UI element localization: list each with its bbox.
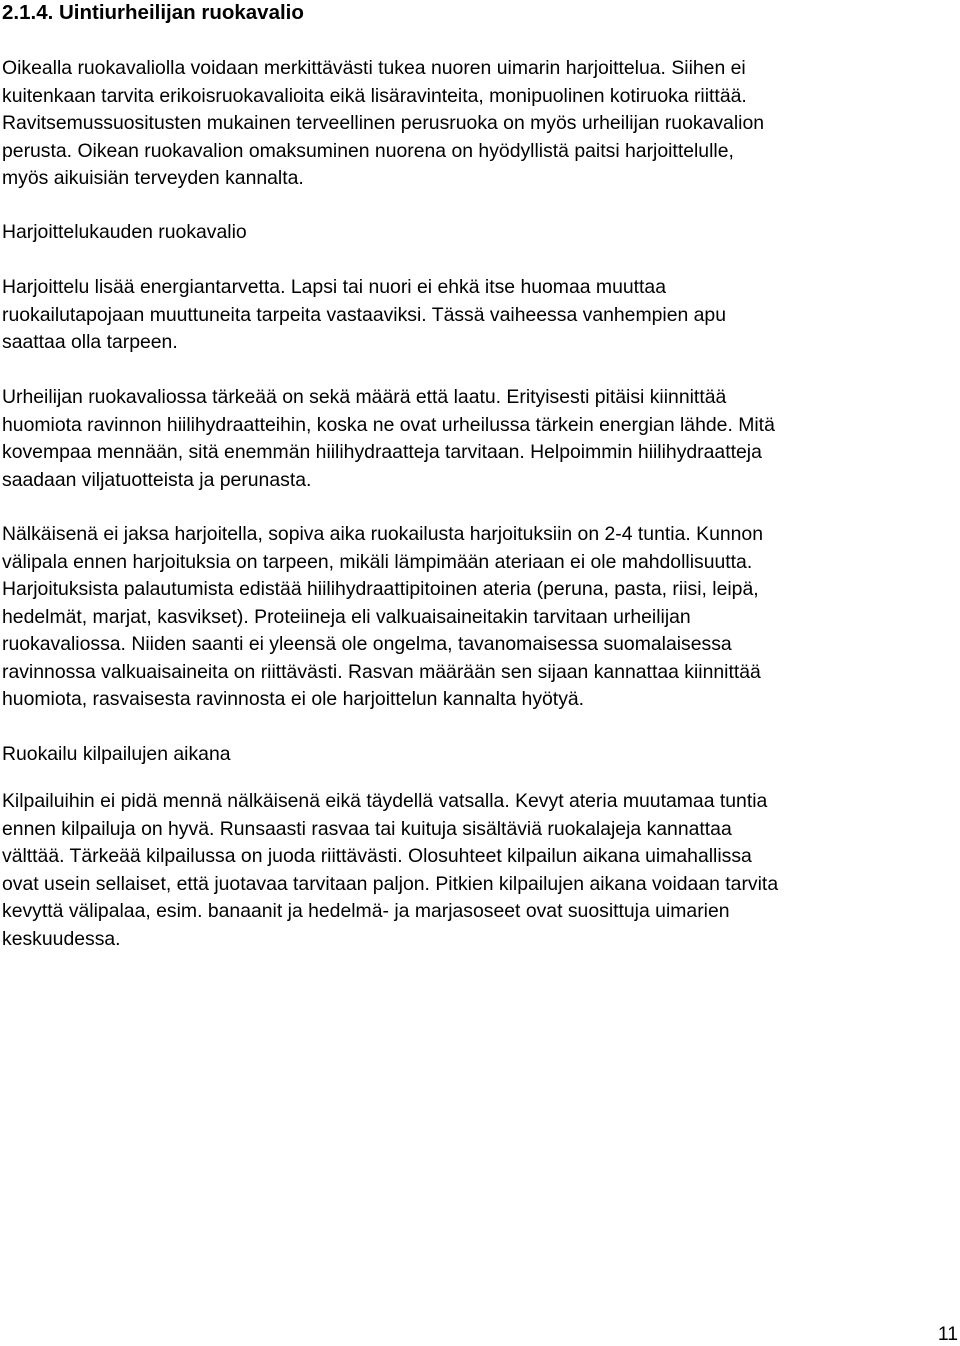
intro-paragraph: Oikealla ruokavaliolla voidaan merkittävästi tukea nuoren uimarin harjoittelua. Siihen ei kuitenkaan tarvita erikoisruokavalioita eikä lisäravinteita, monipuolinen kotiruoka riittää. Ravitsemussuositusten mukainen terveellinen perusruoka on myös urheilijan ruokavalion perusta. Oikean ruokavalion omaksuminen nuorena on hyödyllistä paitsi harjoittelulle, myös aikuisiän terveyden kannalta. — [2, 57, 765, 189]
training-paragraph-energy: Harjoittelu lisää energiantarvetta. Lapsi tai nuori ei ehkä itse huomaa muuttaa ruokailutapojaan muuttuneita tarpeita vastaaviksi. Tässä vaiheessa vanhempien apu saattaa olla tarpeen. — [2, 276, 727, 353]
subheading-training-season: Harjoittelukauden ruokavalio — [2, 221, 247, 243]
subheading-competition-meals: Ruokailu kilpailujen aikana — [2, 743, 231, 765]
section-title: 2.1.4. Uintiurheilijan ruokavalio — [2, 1, 304, 24]
page-number: 11 — [937, 1323, 958, 1345]
training-paragraph-carbohydrates: Urheilijan ruokavaliossa tärkeää on sekä määrä että laatu. Erityisesti pitäisi kiinnittää huomiota ravinnon hiilihydraatteihin, koska ne ovat urheilussa tärkein energian lähde. Mitä kovempaa mennään, sitä enemmän hiilihydraatteja tarvitaan. Helpoimmin hiilihydraatteja saadaan viljatuotteista ja perunasta. — [2, 386, 775, 491]
training-paragraph-meal-timing: Nälkäisenä ei jaksa harjoitella, sopiva aika ruokailusta harjoituksiin on 2-4 tuntia. Kunnon välipala ennen harjoituksia on tarpeen, mikäli lämpimään ateriaan ei ole mahdollisuutta. Harjoituksista palautumista edistää hiilihydraattipitoinen ateria (peruna, pasta, riisi, leipä, hedelmät, marjat, kasvikset). Proteiineja eli valkuaisaineitakin tarvitaan urheilijan ruokavaliossa. Niiden saanti ei yleensä ole ongelma, tavanomaisessa suomalaisessa ravinnossa valkuaisaineita on riittävästi. Rasvan määrään sen sijaan kannattaa kiinnittää huomiota, rasvaisesta ravinnosta ei ole harjoittelun kannalta hyötyä. — [2, 523, 763, 710]
competition-paragraph: Kilpailuihin ei pidä mennä nälkäisenä eikä täydellä vatsalla. Kevyt ateria muutamaa tuntia ennen kilpailuja on hyvä. Runsaasti rasvaa tai kuituja sisältäviä ruokalajeja kannattaa välttää. Tärkeää kilpailussa on juoda riittävästi. Olosuhteet kilpailun aikana uimahallissa ovat usein sellaiset, että juotavaa tarvitaan paljon. Pitkien kilpailujen aikana voidaan tarvita kevyttä välipalaa, esim. banaanit ja hedelmä- ja marjasoseet ovat suosittuja uimarien keskuudessa. — [2, 790, 779, 950]
